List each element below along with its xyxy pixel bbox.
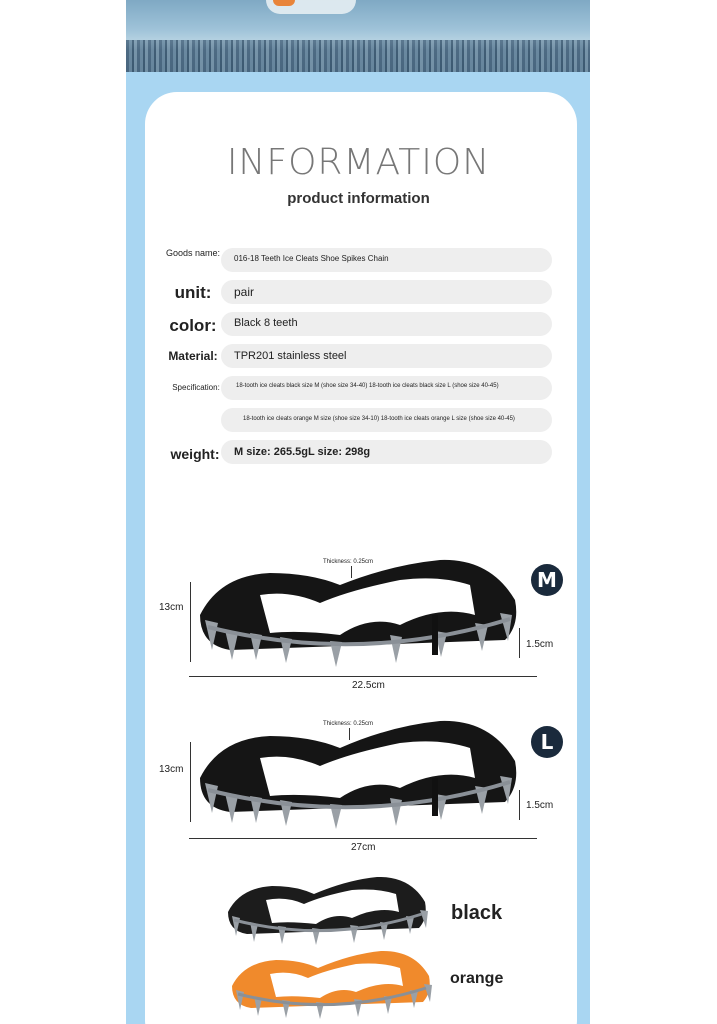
label-goods-name: Goods name: [165,248,221,258]
value-spec-2: 18-tooth ice cleats orange M size (shoe size 34-10) 18-tooth ice cleats orange L size (shoe size 40-45) [243,416,515,422]
value-material: TPR201 stainless steel [234,350,347,362]
cleat-diagram-m [190,555,530,670]
banner-image [126,0,590,72]
pill-unit [221,280,552,304]
height-line-l [190,742,191,822]
section-subtitle: product information [287,190,430,207]
color-name-black: black [451,902,503,924]
thickness-label-m: Thickness: 0.25cm [323,559,374,565]
length-line-m [189,676,537,677]
label-weight: weight: [170,446,220,462]
tooth-line-l [519,790,520,820]
label-color: color: [169,316,217,335]
value-spec-1: 18-tooth ice cleats black size M (shoe size 34-40) 18-tooth ice cleats black size L (shoe size 40-45) [236,383,499,389]
tooth-label-m: 1.5cm [526,639,554,650]
value-unit: pair [234,285,255,299]
label-specification: Specification: [172,383,220,392]
tooth-label-l: 1.5cm [526,800,554,811]
banner-orange-accent [273,0,295,6]
thickness-label-l: Thickness: 0.25cm [323,721,374,727]
color-name-orange: orange [450,970,504,987]
value-color: Black 8 teeth [234,317,298,329]
length-line-l [189,838,537,839]
cleat-diagram-l [190,716,530,831]
banner-ice-texture [126,40,590,72]
tooth-line-m [519,628,520,658]
length-label-l: 27cm [351,842,376,853]
size-badge-l: L [531,726,563,758]
thickness-pointer-l [349,728,350,740]
height-line-m [190,582,191,662]
cleat-orange-image [226,948,438,1020]
thickness-pointer-m [351,566,352,578]
label-material: Material: [168,349,218,363]
section-title: INFORMATION [226,142,491,183]
height-label-m: 13cm [159,602,184,613]
height-label-l: 13cm [159,764,184,775]
size-badge-m: M [531,564,563,596]
cleat-black-image [222,874,434,946]
length-label-m: 22.5cm [352,680,385,691]
value-goods-name: 016-18 Teeth Ice Cleats Shoe Spikes Chain [234,254,389,263]
value-weight: M size: 265.5gL size: 298g [234,446,371,458]
label-unit: unit: [174,283,212,302]
